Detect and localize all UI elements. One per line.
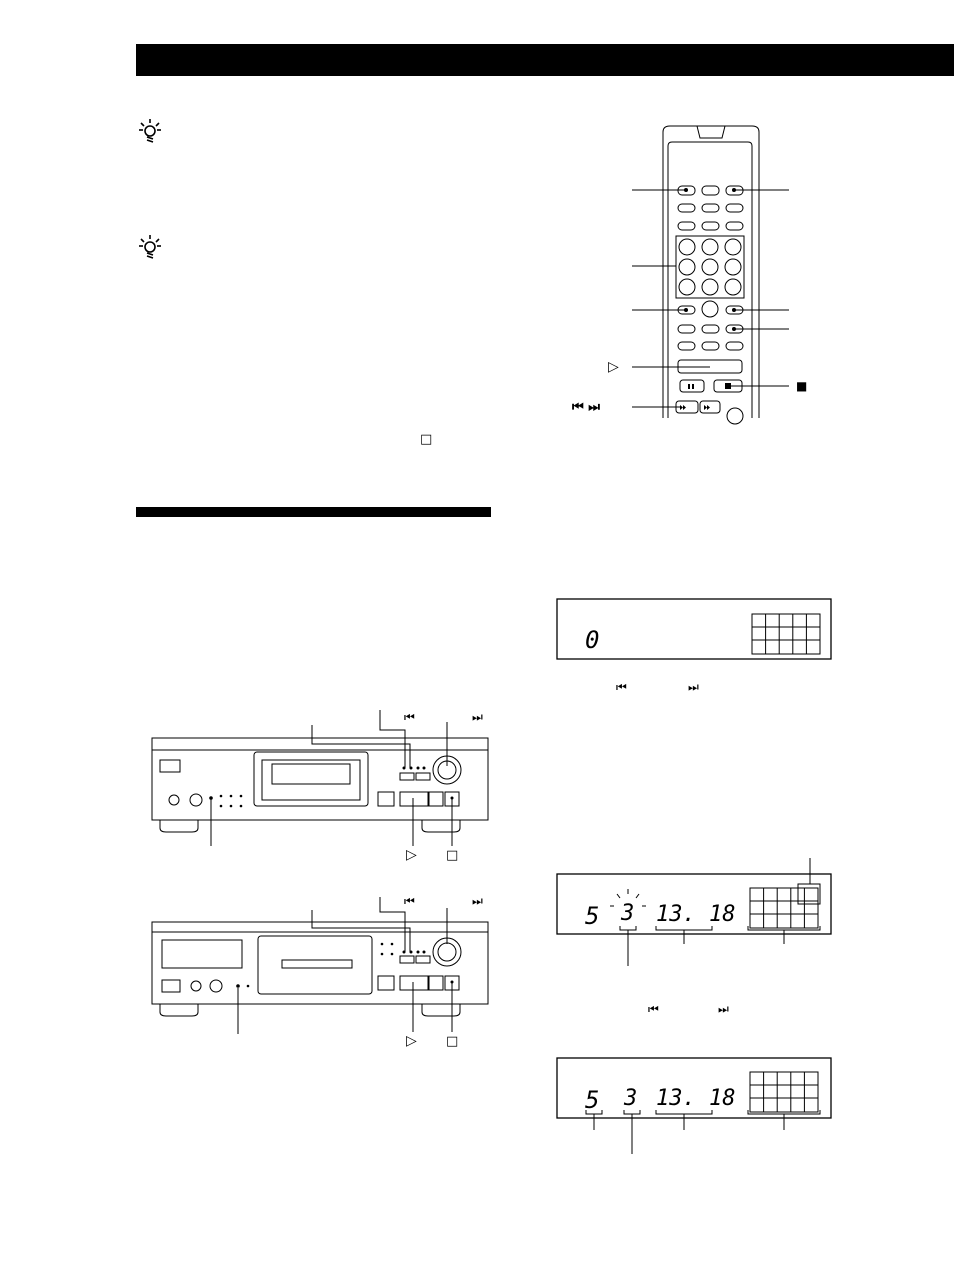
remote-control-icon [560, 124, 820, 420]
skip-symbols: ⏮ ⏭ [572, 400, 600, 415]
prev-symbol: ⏮ [404, 710, 415, 724]
next-symbol: ⏭ [688, 680, 699, 694]
next-symbol: ⏭ [718, 1002, 729, 1016]
track-number: 3 [621, 901, 635, 926]
next-symbol: ⏭ [472, 894, 483, 908]
stop-symbol: □ [446, 1034, 459, 1049]
stop-symbol: □ [446, 848, 459, 863]
next-symbol: ⏭ [472, 710, 483, 724]
header-bar [136, 44, 954, 76]
play-symbol: ▷ [608, 359, 619, 375]
prev-symbol: ⏮ [404, 894, 415, 908]
disc-number: 5 [585, 902, 600, 930]
stop-symbol: □ [420, 432, 433, 447]
prev-symbol: ⏮ [648, 1002, 659, 1016]
section-rule [136, 507, 491, 517]
track-number: 3 [624, 1086, 638, 1111]
play-symbol: ▷ [406, 1033, 417, 1049]
cd-player-icon [150, 895, 495, 1045]
display-digit: 0 [585, 626, 600, 654]
play-symbol: ▷ [406, 847, 417, 863]
tip-bulb-icon [138, 118, 162, 144]
disc-number: 5 [585, 1086, 600, 1114]
playing-time: 13. 18 [656, 1086, 736, 1111]
tip-bulb-icon [138, 234, 162, 260]
prev-symbol: ⏮ [616, 680, 627, 694]
cd-player-icon [150, 700, 495, 863]
playing-time: 13. 18 [656, 902, 736, 927]
stop-symbol: ■ [796, 379, 808, 393]
